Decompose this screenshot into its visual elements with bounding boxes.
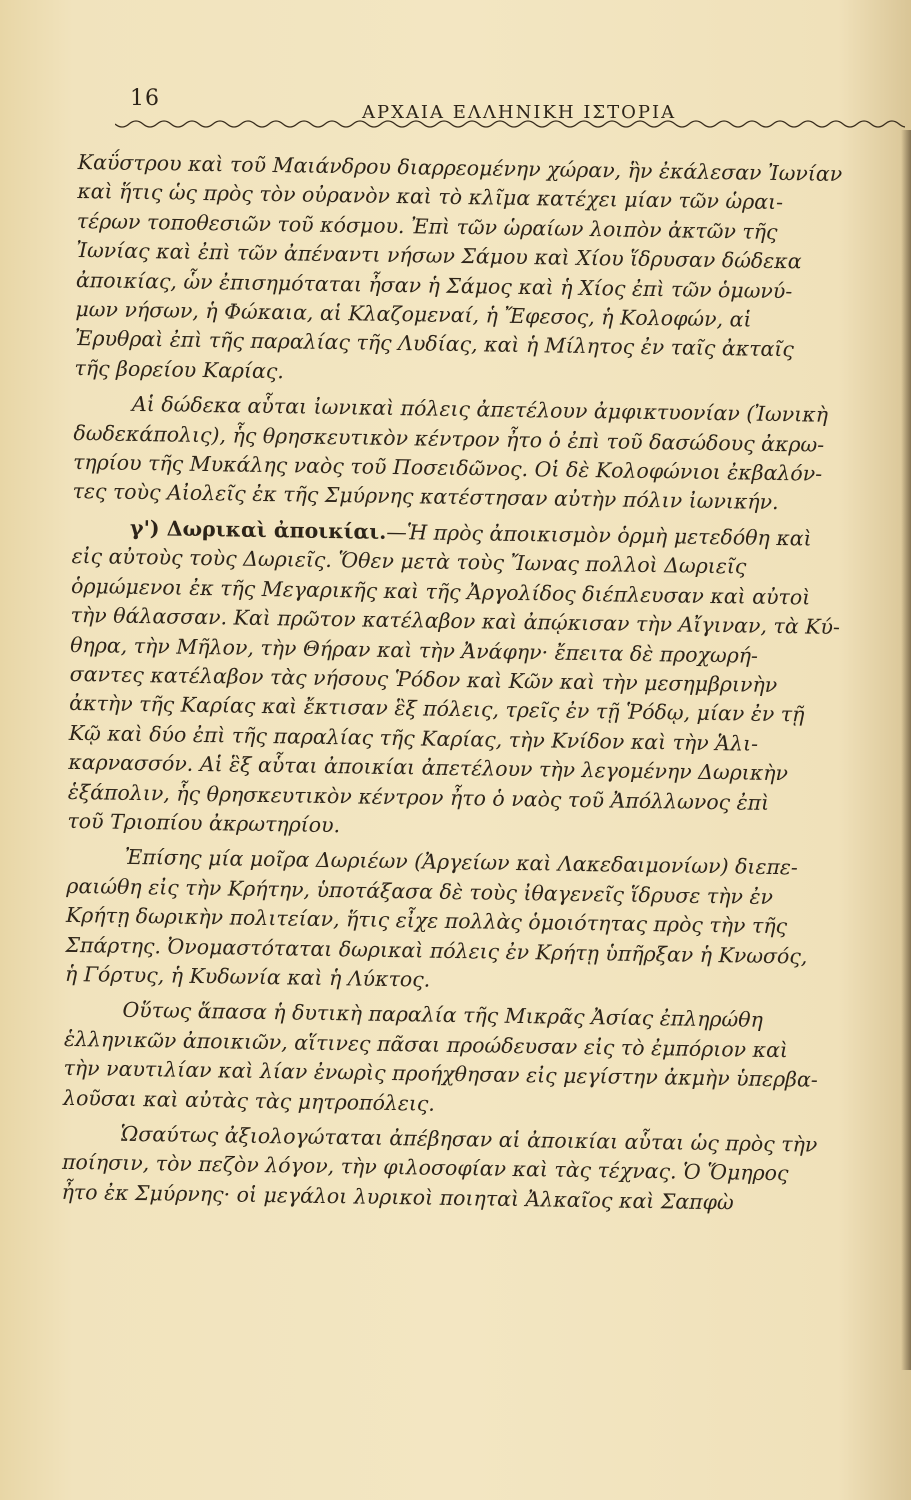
text-line: θηρα, τὴν Μῆλον, τὴν Θήραν καὶ τὴν Ἀνάφην· ἔπειτα δὲ προχωρή-	[70, 632, 759, 668]
text-line: Κρήτῃ δωρικὴν πολιτείαν, ἥτις εἶχε πολλὰς ὁμοιότητας πρὸς τὴν τῆς	[65, 903, 788, 939]
text-line: Αἱ δώδεκα αὗται ἰωνικαὶ πόλεις ἀπετέλουν ἀμφικτυονίαν (Ἰωνικὴ	[131, 392, 829, 428]
paragraph-dodecapolis	[72, 389, 884, 519]
paragraph-ionia	[74, 148, 888, 396]
text-line: ἡ Γόρτυς, ἡ Κυδωνία καὶ ἡ Λύκτος.	[64, 961, 431, 992]
text-line: ἦτο ἐκ Σμύρνης· οἱ μεγάλοι λυρικοὶ ποιηταὶ Ἀλκαῖος καὶ Σαπφὼ	[61, 1179, 734, 1215]
text-line: τέρων τοποθεσιῶν τοῦ κόσμου. Ἐπὶ τῶν ὡραίων λοιπὸν ἀκτῶν τῆς	[76, 208, 778, 244]
text-line: ἀποικίας, ὧν ἐπισημόταται ἦσαν ἡ Σάμος καὶ ἡ Χίος ἐπὶ τῶν ὁμωνύ-	[75, 267, 793, 303]
text-line: εἰς αὐτοὺς τοὺς Δωριεῖς. Ὅθεν μετὰ τοὺς Ἴωνας πολλοὶ Δωριεῖς	[71, 544, 747, 579]
text-line: ἀκτὴν τῆς Καρίας καὶ ἔκτισαν ἓξ πόλεις, τρεῖς ἐν τῇ Ῥόδῳ, μίαν ἐν τῇ	[69, 691, 805, 727]
text-line: μων νήσων, ἡ Φώκαια, αἱ Κλαζομεναί, ἡ Ἔφεσος, ἡ Κολοφών, αἱ	[75, 297, 752, 332]
text-line: Ἐπίσης μία μοῖρα Δωριέων (Ἀργείων καὶ Λακεδαιμονίων) διεπε-	[124, 845, 799, 880]
paragraph-doric-colonies	[67, 513, 882, 849]
text-line: ἑλληνικῶν ἀποικιῶν, αἵτινες πᾶσαι προώδευσαν εἰς τὸ ἐμπόριον καὶ	[63, 1026, 789, 1063]
page-number: 16	[130, 86, 160, 111]
text-line: Καΰστρου καὶ τοῦ Μαιάνδρου διαρρεομένην χώραν, ἣν ἐκάλεσαν Ἰωνίαν	[77, 149, 843, 187]
paragraph-culture	[61, 1119, 872, 1220]
text-line: Ἐρυθραὶ ἐπὶ τῆς παραλίας τῆς Λυδίας, καὶ ἡ Μίλητος ἐν ταῖς ἀκταῖς	[74, 326, 795, 362]
text-line: Ἰωνίας καὶ ἐπὶ τῶν ἀπέναντι νήσων Σάμου καὶ Χίου ἵδρυσαν δώδεκα	[76, 238, 802, 274]
paragraph-asia-minor-coast	[63, 995, 875, 1125]
text-line: καὶ ἥτις ὡς πρὸς τὸν οὐρανὸν καὶ τὸ κλῖμα κατέχει μίαν τῶν ὡραι-	[77, 179, 784, 215]
text-line: σαντες κατέλαβον τὰς νήσους Ῥόδον καὶ Κῶν καὶ τὴν μεσημβρινὴν	[69, 661, 778, 697]
text-line: ραιώθη εἰς τὴν Κρήτην, ὑποτάξασα δὲ τοὺς ἰθαγενεῖς ἵδρυσε τὴν ἐν	[66, 873, 774, 909]
text-line: τηρίου τῆς Μυκάλης ναὸς τοῦ Ποσειδῶνος. Οἱ δὲ Κολοφώνιοι ἐκβαλόν-	[72, 450, 823, 486]
text-line: τῆς βορείου Καρίας.	[74, 355, 285, 384]
text-line: καρνασσόν. Αἱ ἓξ αὗται ἀποικίαι ἀπετέλουν τὴν λεγομένην Δωρικὴν	[68, 750, 789, 786]
text-line: Σπάρτης. Ὀνομαστόταται δωρικαὶ πόλεις ἐν Κρήτῃ ὑπῆρξαν ἡ Κνωσός,	[65, 932, 808, 969]
wavy-rule-ornament	[115, 114, 905, 144]
running-title: ΑΡΧΑΙΑ ΕΛΛΗΝΙΚΗ ΙΣΤΟΡΙΑ	[362, 102, 677, 123]
text-line: ποίησιν, τὸν πεζὸν λόγον, τὴν φιλοσοφίαν καὶ τὰς τέχνας. Ὁ Ὅμηρος	[61, 1150, 789, 1186]
text-line: τὴν ναυτιλίαν καὶ λίαν ἐνωρὶς προήχθησαν εἰς μεγίστην ἀκμὴν ὑπερβα-	[63, 1056, 818, 1092]
text-line: τοῦ Τριοπίου ἀκρωτηρίου.	[67, 808, 341, 838]
text-line: Οὕτως ἅπασα ἡ δυτικὴ παραλία τῆς Μικρᾶς Ἀσίας ἐπληρώθη	[122, 998, 764, 1033]
text-line: λοῦσαι καὶ αὐτὰς τὰς μητροπόλεις.	[62, 1085, 436, 1116]
text-line-rest: —Ἡ πρὸς ἀποικισμὸν ὁρμὴ μετεδόθη καὶ	[386, 519, 812, 551]
text-line: ἑξάπολιν, ἧς θρησκευτικὸν κέντρον ἦτο ὁ ναὸς τοῦ Ἀπόλλωνος ἐπὶ	[67, 779, 770, 815]
text-line: Κῷ καὶ δύο ἐπὶ τῆς παραλίας τῆς Καρίας, τὴν Κνίδον καὶ τὴν Ἁλι-	[68, 720, 759, 756]
page-edge-shadow	[901, 130, 911, 1370]
body-text	[61, 148, 888, 1226]
text-line: Ὡσαύτως ἀξιολογώταται ἀπέβησαν αἱ ἀποικίαι αὗται ὡς πρὸς τὴν	[120, 1121, 818, 1157]
section-heading: γ') Δωρικαὶ ἀποικίαι.	[129, 515, 387, 544]
text-line: δωδεκάπολις), ἧς θρησκευτικὸν κέντρον ἦτο ὁ ἐπὶ τοῦ δασώδους ἀκρω-	[73, 420, 825, 457]
text-line: ὁρμώμενοι ἐκ τῆς Μεγαρικῆς καὶ τῆς Ἀργολίδος διέπλευσαν καὶ αὐτοὶ	[70, 573, 811, 610]
text-line: τὴν θάλασσαν. Καὶ πρῶτον κατέλαβον καὶ ἀπῴκισαν τὴν Αἴγιναν, τὰ Κύ-	[70, 603, 841, 640]
paragraph-crete	[65, 842, 877, 1002]
text-line: τες τοὺς Αἰολεῖς ἐκ τῆς Σμύρνης κατέστησαν αὐτὴν πόλιν ἰωνικήν.	[72, 479, 779, 515]
